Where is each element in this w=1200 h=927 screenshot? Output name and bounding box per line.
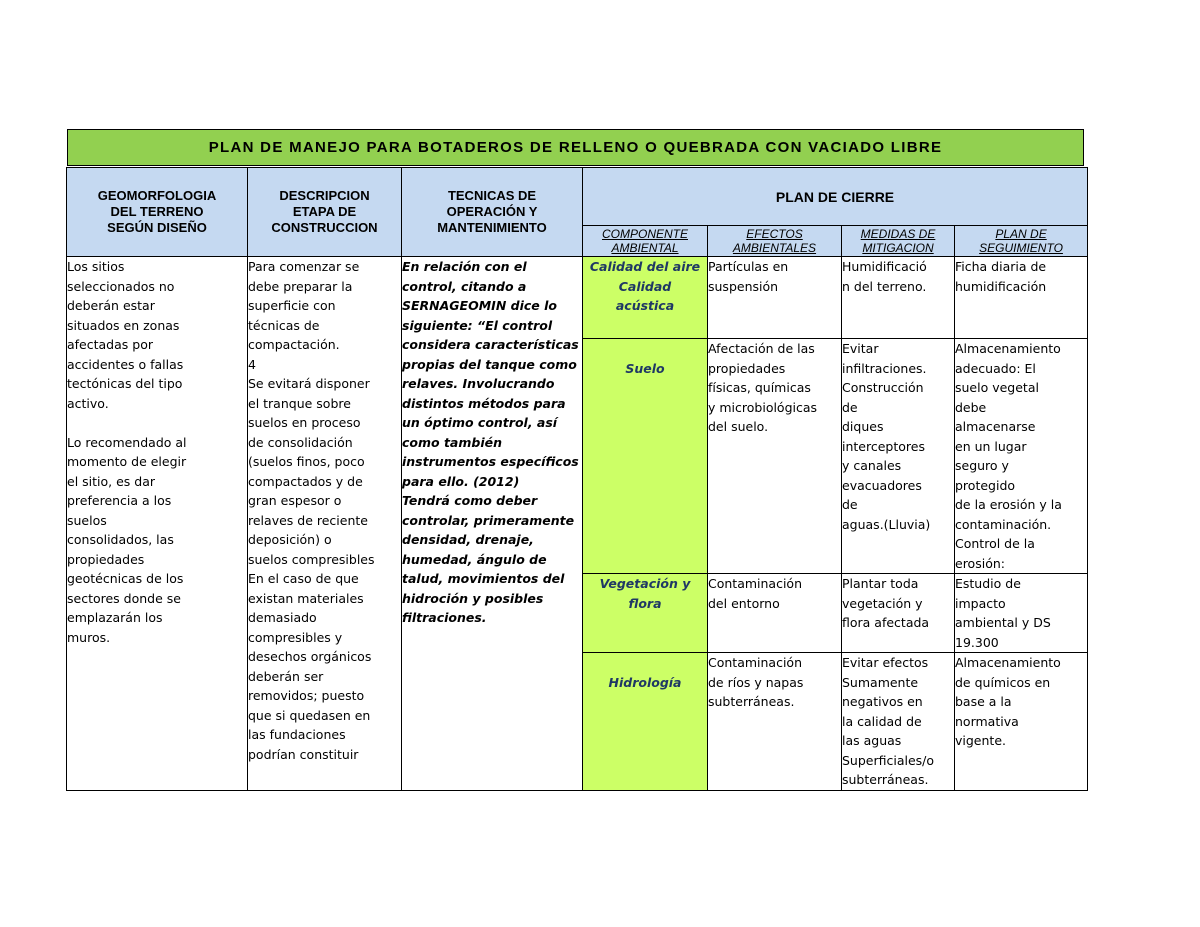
seguimiento-cell: Estudio de impacto ambiental y DS 19.300 — [955, 574, 1088, 653]
efectos-cell: Contaminación del entorno — [708, 574, 842, 653]
efectos-cell: Afectación de las propiedades físicas, químicas y microbiológicas del suelo. — [708, 339, 842, 574]
table-row — [67, 257, 1088, 339]
seguimiento-cell: Almacenamiento de químicos en base a la normativa vigente. — [955, 653, 1088, 791]
header-descripcion: DESCRIPCION ETAPA DE CONSTRUCCION — [248, 168, 402, 257]
seguimiento-cell: Almacenamiento adecuado: El suelo vegetal debe almacenarse en un lugar seguro y protegido de la erosión y la contaminación. Control de la erosión: — [955, 339, 1088, 574]
subheader-componente: COMPONENTE AMBIENTAL — [583, 226, 708, 257]
componente-cell: Calidad del aire Calidad acústica — [583, 257, 708, 339]
subheader-seguimiento: PLAN DE SEGUIMIENTO — [955, 226, 1088, 257]
table-title: PLAN DE MANEJO PARA BOTADEROS DE RELLENO O QUEBRADA CON VACIADO LIBRE — [67, 129, 1084, 166]
medidas-cell: Plantar toda vegetación y flora afectada — [842, 574, 955, 653]
subheader-medidas: MEDIDAS DE MITIGACION — [842, 226, 955, 257]
subheader-efectos: EFECTOS AMBIENTALES — [708, 226, 842, 257]
seguimiento-cell: Ficha diaria de humidificación — [955, 257, 1088, 339]
medidas-cell: Humidificació n del terreno. — [842, 257, 955, 339]
header-row — [67, 168, 1088, 226]
efectos-cell: Contaminación de ríos y napas subterráneas. — [708, 653, 842, 791]
componente-cell: Suelo — [583, 339, 708, 574]
geomorfologia-cell: Los sitios seleccionados no deberán estar situados en zonas afectadas por accidentes o fallas tectónicas del tipo activo. Lo recomendado al momento de elegir el sitio, es dar preferencia a los suelos consolidados, las propiedades geotécnicas de los sectores donde se emplazarán los muros. — [67, 257, 248, 791]
management-plan-table — [66, 167, 1088, 791]
medidas-cell: Evitar efectos Sumamente negativos en la calidad de las aguas Superficiales/o subterráneas. — [842, 653, 955, 791]
header-plan-cierre: PLAN DE CIERRE — [583, 168, 1088, 226]
descripcion-cell: Para comenzar se debe preparar la superficie con técnicas de compactación. 4 Se evitará disponer el tranque sobre suelos en proceso de consolidación (suelos finos, poco compactados y de gran espesor o relaves de reciente deposición) o suelos compresibles En el caso de que existan materiales demasiado compresibles y desechos orgánicos deberán ser removidos; puesto que si quedasen en las fundaciones podrían constituir — [248, 257, 402, 791]
componente-cell: Hidrología — [583, 653, 708, 791]
tecnicas-cell: En relación con el control, citando a SERNAGEOMIN dice lo siguiente: “El control considera características propias del tanque como relaves. Involucrando distintos métodos para un óptimo control, así como también instrumentos específicos para ello. (2012) Tendrá como deber controlar, primeramente densidad, drenaje, humedad, ángulo de talud, movimientos del hidroción y posibles filtraciones. — [402, 257, 583, 791]
header-tecnicas: TECNICAS DE OPERACIÓN Y MANTENIMIENTO — [402, 168, 583, 257]
medidas-cell: Evitar infiltraciones. Construcción de diques interceptores y canales evacuadores de aguas.(Lluvia) — [842, 339, 955, 574]
header-geomorfologia: GEOMORFOLOGIA DEL TERRENO SEGÚN DISEÑO — [67, 168, 248, 257]
efectos-cell: Partículas en suspensión — [708, 257, 842, 339]
componente-cell: Vegetación y flora — [583, 574, 708, 653]
